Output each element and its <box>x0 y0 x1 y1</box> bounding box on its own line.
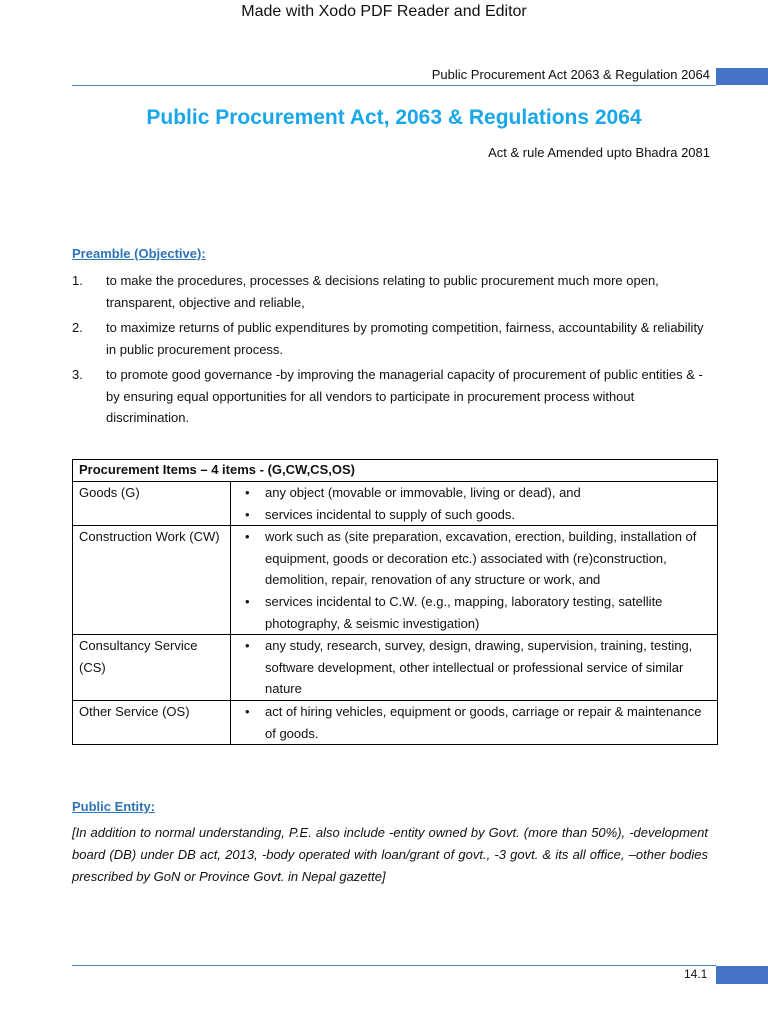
table-header-row <box>73 460 718 482</box>
item-description <box>231 482 718 526</box>
bullet-icon: • <box>245 506 250 522</box>
item-description <box>231 526 718 635</box>
bullet-icon: • <box>245 485 250 500</box>
bullet-text: services incidental to supply of such goods. <box>265 506 516 522</box>
bullet-text: act of hiring vehicles, equipment or goods, carriage or repair & maintenance of goods. <box>265 703 702 741</box>
bullet-text: any object (movable or immovable, living or dead), and <box>265 485 581 500</box>
table-header: Procurement Items – 4 items - (G,CW,CS,OS) <box>73 460 718 482</box>
preamble-heading-text: Preamble (Objective) <box>72 246 202 261</box>
running-header: Public Procurement Act 2063 & Regulation 2064 <box>431 67 710 82</box>
objective-number: 1. <box>72 273 83 288</box>
header-rule <box>72 85 716 86</box>
item-label: Construction Work (CW) <box>73 526 231 635</box>
bullet-icon: • <box>245 529 250 545</box>
bullet-icon: • <box>245 703 250 719</box>
table-row <box>73 700 718 744</box>
table-row <box>73 526 718 635</box>
footer-accent-block <box>716 966 768 984</box>
bullet-text: work such as (site preparation, excavation, erection, building, installation of equipment, goods or decoration etc.) associated with (re)construction, demolition, repair, renovation of any structure or work, and <box>265 529 697 588</box>
objective-text: to maximize returns of public expenditures by promoting competition, fairness, accountability & reliability in public procurement process. <box>106 320 704 357</box>
objective-text: to make the procedures, processes & decisions relating to public procurement much more open, transparent, objective and reliable, <box>106 273 659 310</box>
item-description <box>231 700 718 744</box>
item-label: Other Service (OS) <box>73 700 231 744</box>
bullet-item <box>241 482 711 504</box>
objective-text: to promote good governance -by improving the managerial capacity of procurement of public entities & -by ensuring equal opportunities for all vendors to participate in procurement process without discrimination. <box>106 367 703 425</box>
table-row <box>73 482 718 526</box>
bullet-text: any study, research, survey, design, drawing, supervision, training, testing, software development, other intellectual or professional service of similar nature <box>265 638 693 697</box>
xodo-watermark: Made with Xodo PDF Reader and Editor <box>241 3 527 20</box>
preamble-heading-colon: : <box>201 246 206 261</box>
procurement-items-table <box>72 459 718 745</box>
bullet-icon: • <box>245 593 250 609</box>
item-label: Goods (G) <box>73 482 231 526</box>
page-number: 14.1 <box>684 967 708 981</box>
objectives-list <box>72 270 712 433</box>
objective-item <box>72 270 712 313</box>
bullet-item <box>241 635 711 700</box>
page-subtitle: Act & rule Amended upto Bhadra 2081 <box>488 145 710 160</box>
preamble-heading <box>72 246 206 261</box>
table-row <box>73 635 718 701</box>
footer-rule <box>72 965 716 966</box>
objective-item <box>72 317 712 360</box>
item-label: Consultancy Service (CS) <box>73 635 231 701</box>
bullet-item <box>241 504 711 526</box>
objective-item <box>72 364 712 429</box>
bullet-text: services incidental to C.W. (e.g., mapping, laboratory testing, satellite photography, & seismic investigation) <box>265 593 663 631</box>
header-accent-block <box>716 68 768 85</box>
page-title: Public Procurement Act, 2063 & Regulations 2064 <box>146 106 642 129</box>
objective-number: 2. <box>72 320 83 335</box>
public-entity-text: [In addition to normal understanding, P.E. also include -entity owned by Govt. (more than 50%), -development board (DB) under DB act, 2013, -body operated with loan/grant of govt., -3 govt. & its all office, –other bodies prescribed by GoN or Province Govt. in Nepal gazette] <box>72 825 708 884</box>
item-description <box>231 635 718 701</box>
objective-number: 3. <box>72 367 83 382</box>
bullet-icon: • <box>245 638 250 654</box>
bullet-item <box>241 701 711 744</box>
public-entity-heading: Public Entity: <box>72 799 156 814</box>
bullet-item <box>241 526 711 591</box>
bullet-item <box>241 591 711 634</box>
